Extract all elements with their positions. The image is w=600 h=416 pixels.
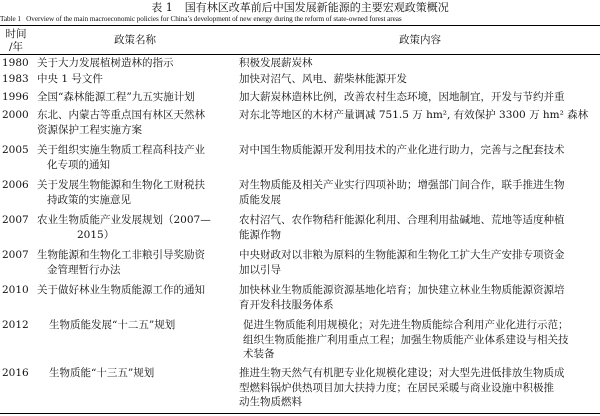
row-policy-content: 对中国生物质能源开发利用技术的产业化进行助力，完善与之配套技术 xyxy=(239,144,565,156)
row-year: 1980 xyxy=(2,57,29,69)
row-policy-content: 推进生物天然气有机肥专业化规模化建设；对大型先进低排放生物质成 型燃料锅炉供热项目加大扶持力度；在居民采暖与商业设施中积极推 动生物质燃料 xyxy=(239,367,565,408)
row-policy-name: 关于发展生物能源和生物化工财税扶 持政策的实施意见 xyxy=(37,179,205,206)
row-policy-name: 生物质能“十三五”规划 xyxy=(49,367,155,379)
header-year-line1: 时间 xyxy=(5,28,27,40)
caption-label-zh: 表 1 xyxy=(151,1,173,14)
header-policy-content: 政策内容 xyxy=(399,34,441,46)
row-policy-content: 促进生物质能利用规模化；对先进生物质能综合利用产业化进行示范； 组织生物质能推广利用重点工程；加强生物质能产业体系建设与相关技 术装备 xyxy=(243,319,569,360)
row-policy-content: 加快对沼气、风电、薪柴林能源开发 xyxy=(239,73,407,85)
row-policy-name: 东北、内蒙古等重点国有林区天然林 资源保护工程实施方案 xyxy=(37,109,205,136)
row-year: 2007 xyxy=(2,214,29,226)
row-year: 2000 xyxy=(2,109,29,121)
row-policy-content: 对生物质能及相关产业实行四项补助；增强部门间合作，联手推进生物 质能发展 xyxy=(239,179,565,206)
row-policy-content: 积极发展薪炭林 xyxy=(239,57,313,69)
caption-title-zh: 国有林区改革前后中国发展新能源的主要宏观政策概况 xyxy=(184,1,449,14)
row-year: 2007 xyxy=(2,249,29,261)
header-policy-name: 政策名称 xyxy=(114,34,156,46)
row-policy-name: 关于大力发展植树造林的指示 xyxy=(37,57,174,69)
row-year: 1996 xyxy=(2,91,29,103)
caption-title-en: Overview of the main macroeconomic policies for China’s development of new energy during the reform of state-owned forest areas xyxy=(26,15,402,23)
table-top-rule xyxy=(0,25,600,26)
row-policy-content: 加快林业生物质能源资源基地化培育；加快建立林业生物质能源资源培 育开发科技服务体系 xyxy=(239,284,565,311)
table-header-rule xyxy=(0,54,600,55)
row-policy-content: 对东北等地区的木材产量调减 751.5 万 hm², 有效保护 3300 万 hm² 森林 xyxy=(239,109,589,121)
row-year: 2005 xyxy=(2,144,29,156)
row-policy-name: 农业生物质能产业发展规划（2007— 2015） xyxy=(37,214,211,241)
row-year: 2012 xyxy=(2,319,29,331)
table-caption-zh xyxy=(0,1,600,14)
row-year: 1983 xyxy=(2,73,29,85)
row-policy-name: 全国“森林能源工程”九五实施计划 xyxy=(37,91,195,103)
row-year: 2016 xyxy=(2,367,29,379)
row-policy-name: 生物质能发展“十二五”规划 xyxy=(49,319,176,331)
header-year xyxy=(2,28,30,54)
row-policy-name: 关于组织实施生物质工程高科技产业 化专项的通知 xyxy=(37,144,205,171)
row-policy-name: 生物能源和生物化工非粮引导奖励资 金管理暂行办法 xyxy=(37,249,205,276)
row-year: 2006 xyxy=(2,179,29,191)
row-year: 2010 xyxy=(2,284,29,296)
row-policy-name: 中央 1 号文件 xyxy=(37,73,103,85)
header-year-line2: /年 xyxy=(8,41,24,53)
row-policy-content: 加大薪炭林造林比例，改善农村生态环境，因地制宜，开发与节约并重 xyxy=(239,91,565,103)
caption-label-en: Table 1 xyxy=(0,15,21,23)
row-policy-content: 中央财政对以非粮为原料的生物能源和生物化工扩大生产安排专项资金 加以引导 xyxy=(239,249,565,276)
table-bottom-rule xyxy=(0,413,600,414)
row-policy-content: 农村沼气、农作物秸秆能源化利用、合理利用盐碱地、荒地等适度种植 能源作物 xyxy=(239,214,565,241)
row-policy-name: 关于做好林业生物质能源工作的通知 xyxy=(37,284,205,296)
table-caption-en xyxy=(0,14,600,24)
